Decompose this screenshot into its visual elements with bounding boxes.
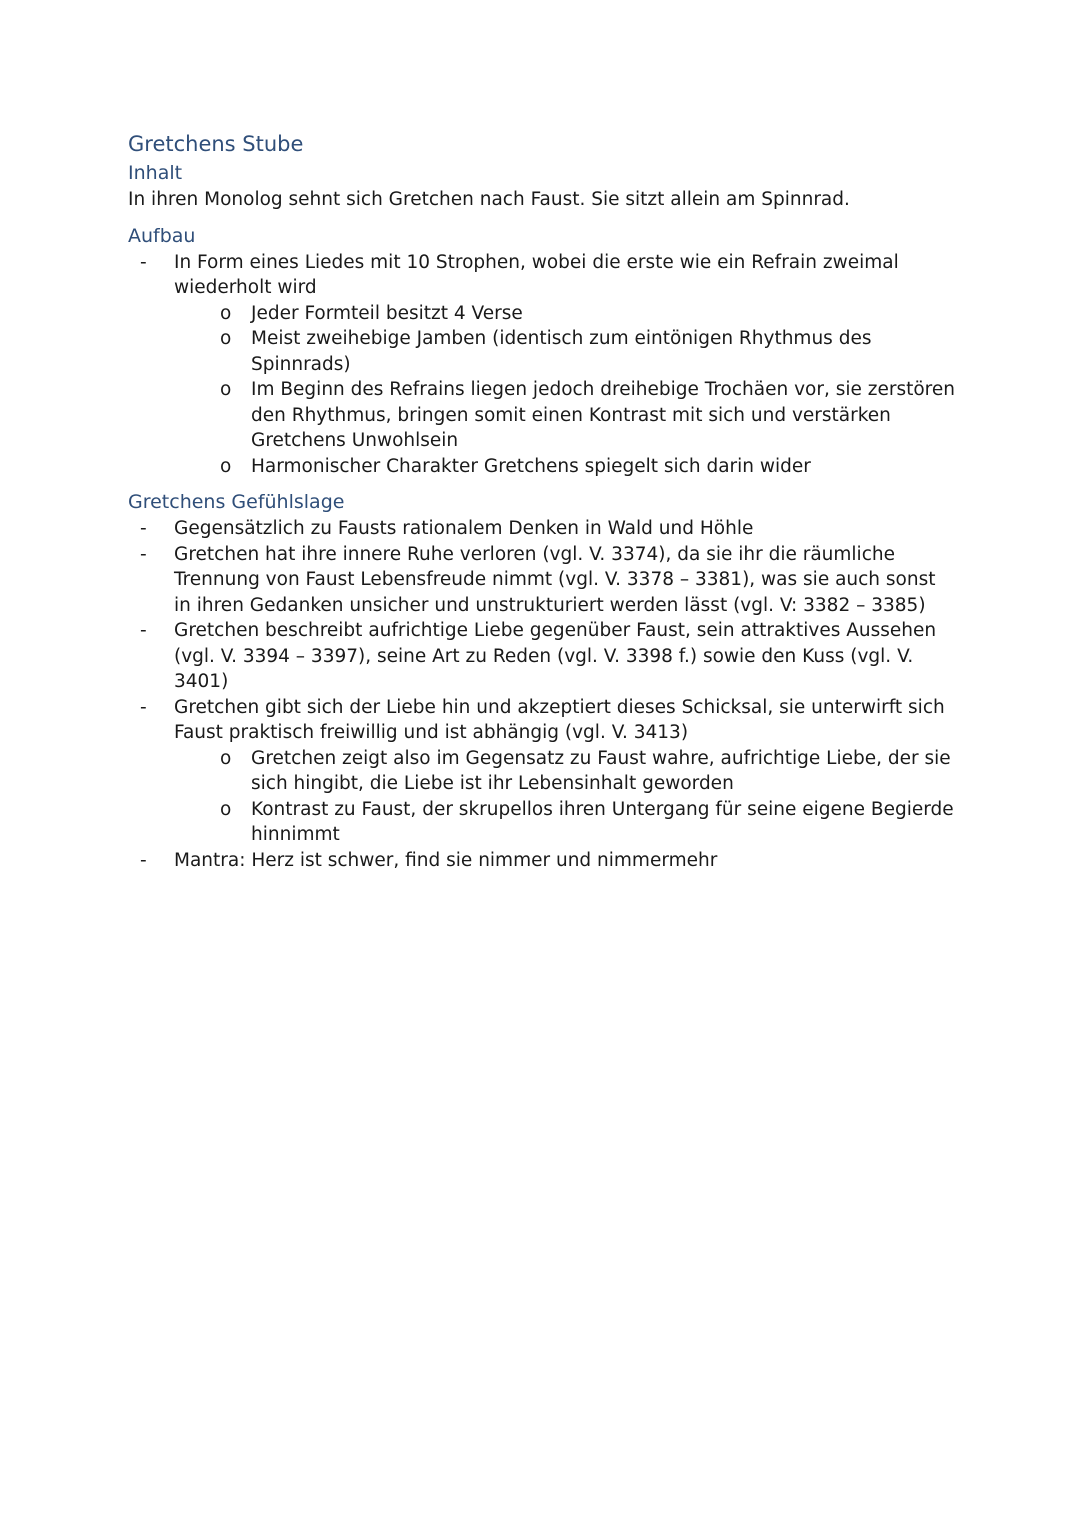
dash-bullet: - [140,518,147,539]
list-item [128,326,958,377]
list-item [128,250,958,301]
dash-bullet: - [140,849,147,871]
document-title: Gretchens Stube [128,132,304,156]
list-item-text: Mantra: Herz ist schwer, find sie nimmer und nimmermehr [174,849,718,871]
sub-item-text: Kontrast zu Faust, der skrupellos ihren Untergang für seine eigene Begierde hinnimmt [251,798,954,845]
list-item [128,542,958,619]
sub-item-text: Jeder Formteil besitzt 4 Verse [251,302,523,324]
list-item [128,516,958,542]
list-item-text: Gretchen beschreibt aufrichtige Liebe gegenüber Faust, sein attraktives Aussehen (vgl. V. 3394 – 3397), seine Art zu Reden (vgl. V. 3398 f.) sowie den Kuss (vgl. V. 3401) [174,620,937,692]
dash-bullet: - [140,251,147,273]
circle-bullet: o [220,302,232,324]
heading-aufbau: Aufbau [128,224,196,247]
gefuehlslage-list-end [128,848,958,874]
circle-bullet: o [220,379,232,400]
document-page [128,128,958,873]
heading-gefuehlslage: Gretchens Gefühlslage [128,491,345,513]
sub-item-text: Gretchen zeigt also im Gegensatz zu Faust wahre, aufrichtige Liebe, der sie sich hingibt, die Liebe ist ihr Lebensinhalt geworden [251,747,951,794]
list-item [128,848,958,874]
dash-bullet: - [140,620,147,641]
list-item [128,454,958,480]
list-item-text: Gretchen gibt sich der Liebe hin und akzeptiert dieses Schicksal, sie unterwirft sich Faust praktisch freiwillig und ist abhängig (vgl. V. 3413) [174,696,945,743]
list-item [128,301,958,327]
gefuehlslage-list [128,516,958,746]
dash-bullet: - [140,543,147,565]
list-item-text: In Form eines Liedes mit 10 Strophen, wobei die erste wie ein Refrain zweimal wiederholt wird [174,251,899,298]
list-item [128,695,958,746]
sub-item-text: Im Beginn des Refrains liegen jedoch dreihebige Trochäen vor, sie zerstören den Rhythmus, bringen somit einen Kontrast mit sich und verstärken Gretchens Unwohlsein [251,379,955,451]
list-item-text: Gegensätzlich zu Fausts rationalem Denken in Wald und Höhle [174,518,754,539]
circle-bullet: o [220,747,232,769]
circle-bullet: o [220,328,232,349]
heading-inhalt: Inhalt [128,162,183,184]
gefuehlslage-sublist [128,746,958,848]
list-item [128,797,958,848]
aufbau-list [128,250,958,301]
sub-item-text: Harmonischer Charakter Gretchens spiegelt sich darin wider [251,455,811,477]
sub-item-text: Meist zweihebige Jamben (identisch zum eintönigen Rhythmus des Spinnrads) [251,328,872,375]
list-item [128,377,958,454]
aufbau-sublist [128,301,958,480]
circle-bullet: o [220,798,232,820]
list-item [128,746,958,797]
list-item-text: Gretchen hat ihre innere Ruhe verloren (vgl. V. 3374), da sie ihr die räumliche Trennung von Faust Lebensfreude nimmt (vgl. V. 3378 – 3381), was sie auch sonst in ihren Gedanken unsicher und unstrukturiert werden lässt (vgl. V: 3382 – 3385) [174,543,936,616]
dash-bullet: - [140,696,147,718]
list-item [128,618,958,695]
inhalt-text: In ihren Monolog sehnt sich Gretchen nach Faust. Sie sitzt allein am Spinnrad. [128,189,850,210]
circle-bullet: o [220,455,232,477]
